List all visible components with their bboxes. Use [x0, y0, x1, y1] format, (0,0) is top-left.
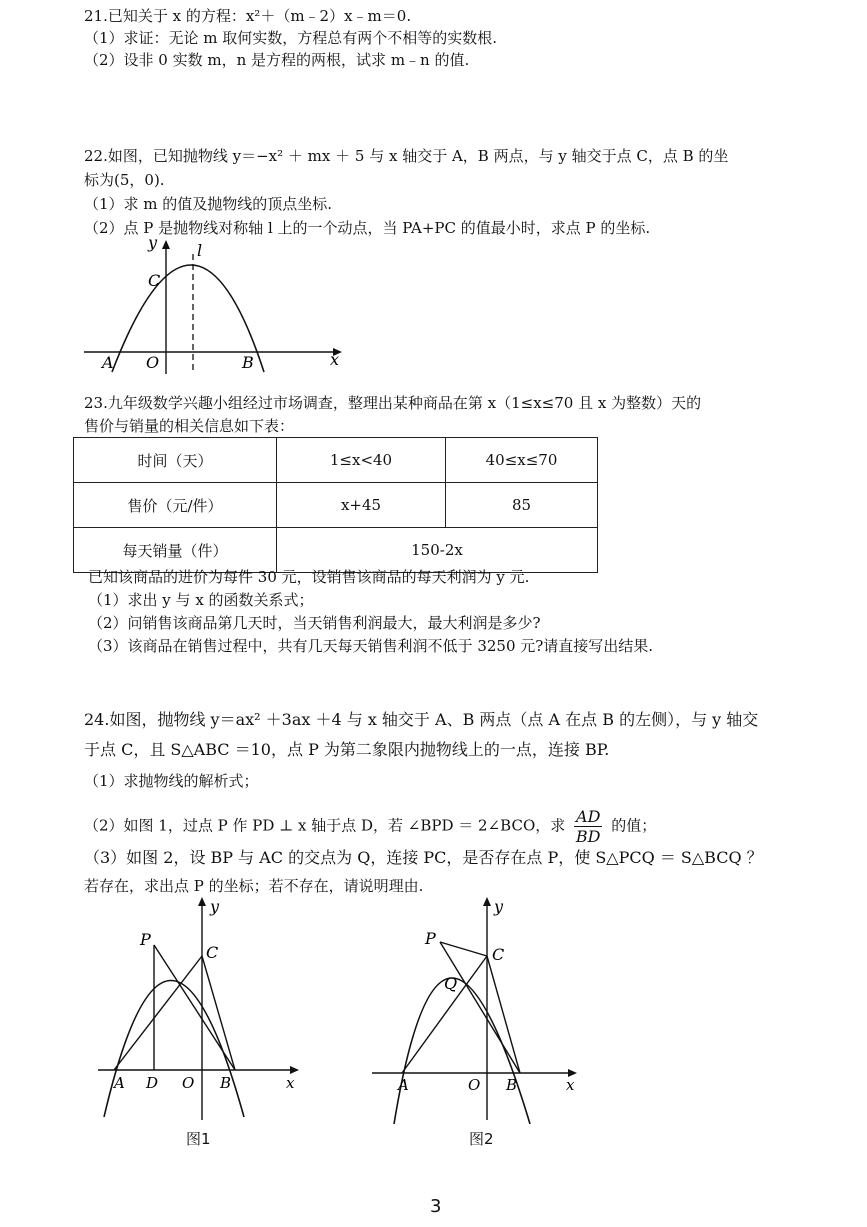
- fig1-label-P: P: [140, 930, 151, 949]
- q24-part1: （1）求抛物线的解析式；: [84, 772, 259, 790]
- fraction-numerator: AD: [576, 807, 601, 826]
- q21-part1: （1）求证：无论 m 取何实数，方程总有两个不相等的实数根.: [84, 29, 498, 47]
- table-cell: 时间（天）: [74, 438, 277, 483]
- fig2-label-O: O: [468, 1076, 481, 1094]
- q24-stem-line1: 24.如图，抛物线 y＝ax² ＋3ax ＋4 与 x 轴交于 A、B 两点（点 A 在点 B 的左侧），与 y 轴交: [84, 710, 759, 729]
- q24-figure-2: [370, 892, 585, 1124]
- q24-part3-line1: （3）如图 2，设 BP 与 AC 的交点为 Q，连接 PC，是否存在点 P，使 S△PCQ ＝ S△BCQ ？: [84, 848, 763, 867]
- fig2-label-x: x: [566, 1076, 575, 1094]
- q21-part2: （2）设非 0 实数 m，n 是方程的两根，试求 m﹣n 的值.: [84, 51, 470, 69]
- q24-part3-line2: 若存在，求出点 P 的坐标；若不存在，请说明理由.: [84, 877, 424, 895]
- q22-label-B: B: [242, 353, 254, 372]
- q24-figure-1: [96, 892, 311, 1124]
- q22-label-l: l: [197, 241, 203, 260]
- q24-stem-line2: 于点 C，且 S△ABC ＝10，点 P 为第二象限内抛物线上的一点，连接 BP.: [84, 740, 610, 759]
- fig1-label-B: B: [220, 1074, 232, 1092]
- fig1-label-O: O: [182, 1074, 195, 1092]
- q23-part2: （2）问销售该商品第几天时，当天销售利润最大，最大利润是多少?: [88, 614, 541, 632]
- q22-label-A: A: [102, 353, 114, 372]
- q22-label-x: x: [330, 350, 340, 369]
- q24-part2: [84, 807, 656, 846]
- q23-stem-line2: 售价与销量的相关信息如下表：: [84, 417, 295, 435]
- table-cell: x+45: [277, 483, 446, 528]
- table-cell: 售价（元/件）: [74, 483, 277, 528]
- fraction-denominator: BD: [575, 827, 601, 846]
- q22-stem-line1: 22.如图，已知抛物线 y＝−x² ＋ mx ＋ 5 与 x 轴交于 A，B 两点，与 y 轴交于点 C，点 B 的坐: [84, 147, 729, 165]
- q23-part3: （3）该商品在销售过程中，共有几天每天销售利润不低于 3250 元?请直接写出结果.: [88, 637, 654, 655]
- table-cell: 85: [446, 483, 598, 528]
- table-cell: 每天销量（件）: [74, 528, 277, 573]
- table-row: [74, 528, 598, 573]
- q22-part1: （1）求 m 的值及抛物线的顶点坐标.: [84, 195, 333, 213]
- fig2-label-P: P: [425, 929, 436, 948]
- q23-table: [73, 437, 598, 573]
- q21-stem: 21.已知关于 x 的方程：x²＋（m﹣2）x﹣m＝0.: [84, 7, 412, 25]
- q24-part2-text: （2）如图 1，过点 P 作 PD ⊥ x 轴于点 D，若 ∠BPD ＝ 2∠BCO，求: [84, 816, 566, 835]
- table-row: [74, 438, 598, 483]
- fig2-label-Q: Q: [444, 974, 458, 993]
- q22-stem-line2: 标为(5，0).: [84, 171, 165, 189]
- q23-stem-line1: 23.九年级数学兴趣小组经过市场调查，整理出某种商品在第 x（1≤x≤70 且 x 为整数）天的: [84, 394, 702, 412]
- q24-part2-end: 的值；: [611, 816, 657, 835]
- q23-part1: （1）求出 y 与 x 的函数关系式；: [88, 591, 314, 609]
- q22-part2: （2）点 P 是抛物线对称轴 l 上的一个动点，当 PA+PC 的值最小时，求点 P 的坐标.: [84, 219, 651, 237]
- fig1-label-C: C: [206, 943, 219, 962]
- page-number: 3: [430, 1196, 442, 1217]
- q22-label-y: y: [148, 236, 158, 252]
- fig1-label-D: D: [146, 1074, 159, 1092]
- table-cell: 1≤x<40: [277, 438, 446, 483]
- q22-label-O: O: [146, 353, 160, 372]
- fig1-label-A: A: [114, 1074, 125, 1092]
- table-row: [74, 483, 598, 528]
- q23-after: 已知该商品的进价为每件 30 元，设销售该商品的每天利润为 y 元.: [88, 568, 530, 586]
- fig2-label-y: y: [494, 897, 504, 916]
- fig1-label-y: y: [210, 897, 220, 916]
- fig2-label-C: C: [492, 945, 505, 964]
- q22-figure: [84, 236, 354, 376]
- q22-label-C: C: [148, 271, 161, 290]
- fig1-caption: 图1: [186, 1130, 211, 1148]
- fig1-label-x: x: [286, 1074, 295, 1092]
- table-cell: 40≤x≤70: [446, 438, 598, 483]
- table-cell: 150-2x: [277, 528, 598, 573]
- fig2-label-A: A: [398, 1076, 409, 1094]
- fig2-label-B: B: [506, 1076, 518, 1094]
- q24-fraction: [574, 807, 602, 846]
- fig2-caption: 图2: [469, 1130, 494, 1148]
